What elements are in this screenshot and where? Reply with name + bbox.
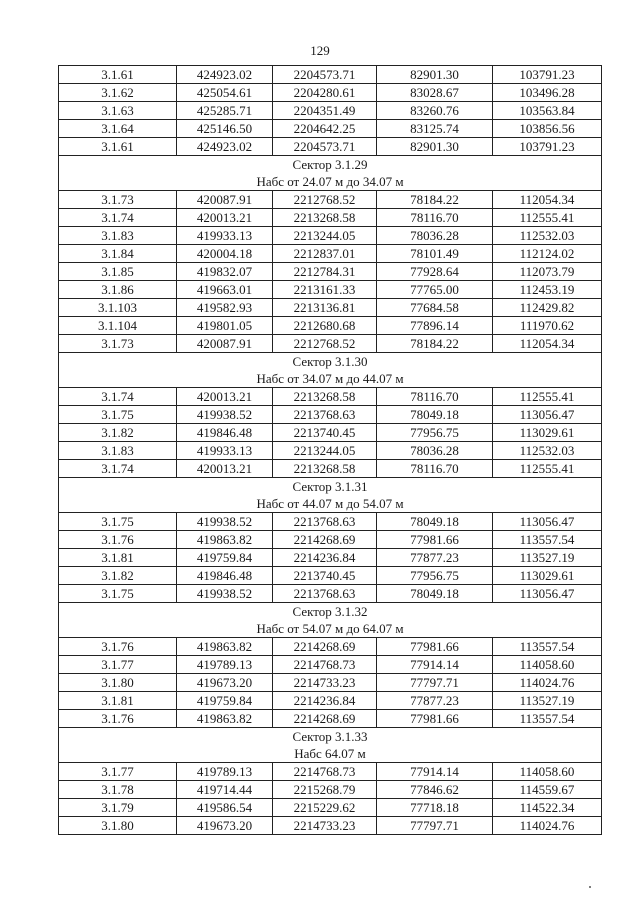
x-coord-cell: 424923.02 xyxy=(177,66,273,84)
point-id-cell: 3.1.73 xyxy=(59,191,177,209)
x-local-cell: 77877.23 xyxy=(377,692,493,710)
point-id-cell: 3.1.76 xyxy=(59,638,177,656)
x-local-cell: 77846.62 xyxy=(377,781,493,799)
table-row xyxy=(59,263,602,281)
x-coord-cell: 419759.84 xyxy=(177,692,273,710)
x-coord-cell: 419801.05 xyxy=(177,317,273,335)
y-coord-cell: 2204351.49 xyxy=(273,102,377,120)
point-id-cell: 3.1.83 xyxy=(59,227,177,245)
point-id-cell: 3.1.77 xyxy=(59,763,177,781)
y-coord-cell: 2213740.45 xyxy=(273,567,377,585)
table-row xyxy=(59,549,602,567)
x-coord-cell: 420004.18 xyxy=(177,245,273,263)
elevation-range: Набс 64.07 м xyxy=(59,745,602,763)
y-local-cell: 103791.23 xyxy=(493,138,602,156)
table-row xyxy=(59,638,602,656)
x-coord-cell: 419789.13 xyxy=(177,656,273,674)
x-local-cell: 83125.74 xyxy=(377,120,493,138)
x-local-cell: 78116.70 xyxy=(377,209,493,227)
sector-header-row xyxy=(59,156,602,174)
table-row xyxy=(59,710,602,728)
y-local-cell: 112555.41 xyxy=(493,209,602,227)
y-coord-cell: 2213740.45 xyxy=(273,424,377,442)
x-coord-cell: 425285.71 xyxy=(177,102,273,120)
table-row xyxy=(59,281,602,299)
point-id-cell: 3.1.76 xyxy=(59,531,177,549)
sector-title: Сектор 3.1.29 xyxy=(59,156,602,174)
x-coord-cell: 419789.13 xyxy=(177,763,273,781)
table-row xyxy=(59,335,602,353)
y-local-cell: 113557.54 xyxy=(493,531,602,549)
elevation-range: Набс от 54.07 м до 64.07 м xyxy=(59,620,602,638)
point-id-cell: 3.1.63 xyxy=(59,102,177,120)
table-row xyxy=(59,656,602,674)
point-id-cell: 3.1.84 xyxy=(59,245,177,263)
elevation-range-row xyxy=(59,620,602,638)
x-coord-cell: 419933.13 xyxy=(177,442,273,460)
point-id-cell: 3.1.64 xyxy=(59,120,177,138)
x-local-cell: 77981.66 xyxy=(377,531,493,549)
point-id-cell: 3.1.104 xyxy=(59,317,177,335)
y-coord-cell: 2213268.58 xyxy=(273,388,377,406)
table-row xyxy=(59,692,602,710)
y-local-cell: 103563.84 xyxy=(493,102,602,120)
point-id-cell: 3.1.103 xyxy=(59,299,177,317)
y-local-cell: 112073.79 xyxy=(493,263,602,281)
sector-title: Сектор 3.1.30 xyxy=(59,353,602,371)
x-coord-cell: 420013.21 xyxy=(177,209,273,227)
y-local-cell: 112555.41 xyxy=(493,388,602,406)
y-coord-cell: 2215268.79 xyxy=(273,781,377,799)
point-id-cell: 3.1.86 xyxy=(59,281,177,299)
x-coord-cell: 419582.93 xyxy=(177,299,273,317)
y-coord-cell: 2212784.31 xyxy=(273,263,377,281)
x-coord-cell: 419663.01 xyxy=(177,281,273,299)
x-local-cell: 77877.23 xyxy=(377,549,493,567)
point-id-cell: 3.1.74 xyxy=(59,460,177,478)
y-local-cell: 114058.60 xyxy=(493,656,602,674)
sector-header-row xyxy=(59,478,602,496)
table-row xyxy=(59,84,602,102)
x-coord-cell: 419832.07 xyxy=(177,263,273,281)
y-local-cell: 114024.76 xyxy=(493,674,602,692)
point-id-cell: 3.1.61 xyxy=(59,138,177,156)
y-coord-cell: 2214236.84 xyxy=(273,549,377,567)
x-coord-cell: 419938.52 xyxy=(177,513,273,531)
x-local-cell: 78049.18 xyxy=(377,585,493,603)
x-local-cell: 77956.75 xyxy=(377,424,493,442)
x-local-cell: 82901.30 xyxy=(377,66,493,84)
elevation-range-row xyxy=(59,173,602,191)
x-coord-cell: 419938.52 xyxy=(177,406,273,424)
y-local-cell: 112532.03 xyxy=(493,442,602,460)
sector-header-row xyxy=(59,603,602,621)
point-id-cell: 3.1.61 xyxy=(59,66,177,84)
elevation-range: Набс от 24.07 м до 34.07 м xyxy=(59,173,602,191)
x-coord-cell: 420013.21 xyxy=(177,388,273,406)
y-coord-cell: 2214768.73 xyxy=(273,656,377,674)
point-id-cell: 3.1.76 xyxy=(59,710,177,728)
x-local-cell: 77896.14 xyxy=(377,317,493,335)
x-local-cell: 77797.71 xyxy=(377,674,493,692)
point-id-cell: 3.1.83 xyxy=(59,442,177,460)
x-local-cell: 83260.76 xyxy=(377,102,493,120)
sector-title: Сектор 3.1.33 xyxy=(59,728,602,746)
point-id-cell: 3.1.81 xyxy=(59,692,177,710)
y-coord-cell: 2204642.25 xyxy=(273,120,377,138)
x-local-cell: 77956.75 xyxy=(377,567,493,585)
y-local-cell: 112124.02 xyxy=(493,245,602,263)
y-local-cell: 114058.60 xyxy=(493,763,602,781)
point-id-cell: 3.1.75 xyxy=(59,406,177,424)
point-id-cell: 3.1.80 xyxy=(59,674,177,692)
table-row xyxy=(59,66,602,84)
y-local-cell: 112532.03 xyxy=(493,227,602,245)
table-row xyxy=(59,424,602,442)
y-local-cell: 114024.76 xyxy=(493,817,602,835)
x-local-cell: 77765.00 xyxy=(377,281,493,299)
table-row xyxy=(59,781,602,799)
y-coord-cell: 2214268.69 xyxy=(273,638,377,656)
table-row xyxy=(59,406,602,424)
y-local-cell: 112453.19 xyxy=(493,281,602,299)
table-row xyxy=(59,817,602,835)
x-local-cell: 77981.66 xyxy=(377,638,493,656)
table-row xyxy=(59,763,602,781)
x-coord-cell: 419673.20 xyxy=(177,674,273,692)
y-coord-cell: 2204280.61 xyxy=(273,84,377,102)
x-local-cell: 78184.22 xyxy=(377,335,493,353)
x-coord-cell: 419673.20 xyxy=(177,817,273,835)
y-coord-cell: 2214236.84 xyxy=(273,692,377,710)
x-coord-cell: 419714.44 xyxy=(177,781,273,799)
point-id-cell: 3.1.85 xyxy=(59,263,177,281)
point-id-cell: 3.1.75 xyxy=(59,585,177,603)
y-local-cell: 113056.47 xyxy=(493,585,602,603)
x-local-cell: 78036.28 xyxy=(377,227,493,245)
table-row xyxy=(59,585,602,603)
table-row xyxy=(59,460,602,478)
y-coord-cell: 2213136.81 xyxy=(273,299,377,317)
sector-title: Сектор 3.1.31 xyxy=(59,478,602,496)
y-coord-cell: 2212837.01 xyxy=(273,245,377,263)
y-coord-cell: 2204573.71 xyxy=(273,138,377,156)
point-id-cell: 3.1.73 xyxy=(59,335,177,353)
y-coord-cell: 2213244.05 xyxy=(273,227,377,245)
y-local-cell: 112054.34 xyxy=(493,335,602,353)
x-coord-cell: 420013.21 xyxy=(177,460,273,478)
sector-header-row xyxy=(59,728,602,746)
point-id-cell: 3.1.82 xyxy=(59,424,177,442)
point-id-cell: 3.1.79 xyxy=(59,799,177,817)
table-row xyxy=(59,513,602,531)
table-row xyxy=(59,567,602,585)
point-id-cell: 3.1.75 xyxy=(59,513,177,531)
elevation-range: Набс от 34.07 м до 44.07 м xyxy=(59,370,602,388)
y-coord-cell: 2215229.62 xyxy=(273,799,377,817)
y-local-cell: 103856.56 xyxy=(493,120,602,138)
table-row xyxy=(59,245,602,263)
y-coord-cell: 2214268.69 xyxy=(273,710,377,728)
table-row xyxy=(59,442,602,460)
y-coord-cell: 2214268.69 xyxy=(273,531,377,549)
table-row xyxy=(59,531,602,549)
x-coord-cell: 419759.84 xyxy=(177,549,273,567)
y-local-cell: 113527.19 xyxy=(493,692,602,710)
point-id-cell: 3.1.78 xyxy=(59,781,177,799)
y-coord-cell: 2214733.23 xyxy=(273,674,377,692)
x-local-cell: 77684.58 xyxy=(377,299,493,317)
y-local-cell: 113029.61 xyxy=(493,567,602,585)
y-local-cell: 113527.19 xyxy=(493,549,602,567)
point-id-cell: 3.1.81 xyxy=(59,549,177,567)
elevation-range-row xyxy=(59,745,602,763)
x-coord-cell: 419586.54 xyxy=(177,799,273,817)
x-local-cell: 77797.71 xyxy=(377,817,493,835)
table-row xyxy=(59,317,602,335)
x-local-cell: 83028.67 xyxy=(377,84,493,102)
y-coord-cell: 2213244.05 xyxy=(273,442,377,460)
y-coord-cell: 2213768.63 xyxy=(273,585,377,603)
y-coord-cell: 2214768.73 xyxy=(273,763,377,781)
x-coord-cell: 419938.52 xyxy=(177,585,273,603)
table-row xyxy=(59,299,602,317)
x-coord-cell: 424923.02 xyxy=(177,138,273,156)
table-row xyxy=(59,191,602,209)
table-row xyxy=(59,674,602,692)
x-coord-cell: 419846.48 xyxy=(177,424,273,442)
y-local-cell: 113029.61 xyxy=(493,424,602,442)
y-local-cell: 114559.67 xyxy=(493,781,602,799)
y-coord-cell: 2213768.63 xyxy=(273,406,377,424)
x-coord-cell: 419846.48 xyxy=(177,567,273,585)
point-id-cell: 3.1.74 xyxy=(59,388,177,406)
sector-title: Сектор 3.1.32 xyxy=(59,603,602,621)
y-coord-cell: 2213768.63 xyxy=(273,513,377,531)
y-coord-cell: 2214733.23 xyxy=(273,817,377,835)
sector-header-row xyxy=(59,353,602,371)
elevation-range: Набс от 44.07 м до 54.07 м xyxy=(59,495,602,513)
x-coord-cell: 419863.82 xyxy=(177,531,273,549)
y-coord-cell: 2213268.58 xyxy=(273,209,377,227)
x-local-cell: 77914.14 xyxy=(377,656,493,674)
x-coord-cell: 425054.61 xyxy=(177,84,273,102)
x-local-cell: 82901.30 xyxy=(377,138,493,156)
y-local-cell: 112054.34 xyxy=(493,191,602,209)
y-coord-cell: 2212768.52 xyxy=(273,335,377,353)
point-id-cell: 3.1.82 xyxy=(59,567,177,585)
y-local-cell: 112555.41 xyxy=(493,460,602,478)
x-local-cell: 77718.18 xyxy=(377,799,493,817)
y-local-cell: 114522.34 xyxy=(493,799,602,817)
point-id-cell: 3.1.74 xyxy=(59,209,177,227)
x-local-cell: 77914.14 xyxy=(377,763,493,781)
y-coord-cell: 2212768.52 xyxy=(273,191,377,209)
table-row xyxy=(59,209,602,227)
table-row xyxy=(59,102,602,120)
x-local-cell: 78036.28 xyxy=(377,442,493,460)
x-local-cell: 78049.18 xyxy=(377,406,493,424)
x-coord-cell: 419863.82 xyxy=(177,638,273,656)
x-local-cell: 77981.66 xyxy=(377,710,493,728)
x-local-cell: 77928.64 xyxy=(377,263,493,281)
table-row xyxy=(59,227,602,245)
y-coord-cell: 2212680.68 xyxy=(273,317,377,335)
y-local-cell: 113557.54 xyxy=(493,710,602,728)
x-local-cell: 78101.49 xyxy=(377,245,493,263)
point-id-cell: 3.1.77 xyxy=(59,656,177,674)
x-coord-cell: 420087.91 xyxy=(177,335,273,353)
elevation-range-row xyxy=(59,370,602,388)
x-local-cell: 78184.22 xyxy=(377,191,493,209)
x-coord-cell: 419863.82 xyxy=(177,710,273,728)
table-row xyxy=(59,120,602,138)
coordinates-table xyxy=(58,65,602,835)
table-row xyxy=(59,388,602,406)
x-coord-cell: 419933.13 xyxy=(177,227,273,245)
y-coord-cell: 2204573.71 xyxy=(273,66,377,84)
y-coord-cell: 2213268.58 xyxy=(273,460,377,478)
page-number: 129 xyxy=(310,43,330,58)
y-local-cell: 112429.82 xyxy=(493,299,602,317)
point-id-cell: 3.1.62 xyxy=(59,84,177,102)
x-local-cell: 78049.18 xyxy=(377,513,493,531)
scan-speck xyxy=(589,886,591,888)
table-row xyxy=(59,138,602,156)
x-local-cell: 78116.70 xyxy=(377,388,493,406)
table-row xyxy=(59,799,602,817)
y-local-cell: 113056.47 xyxy=(493,513,602,531)
y-local-cell: 111970.62 xyxy=(493,317,602,335)
elevation-range-row xyxy=(59,495,602,513)
x-coord-cell: 425146.50 xyxy=(177,120,273,138)
x-coord-cell: 420087.91 xyxy=(177,191,273,209)
y-local-cell: 103496.28 xyxy=(493,84,602,102)
point-id-cell: 3.1.80 xyxy=(59,817,177,835)
y-coord-cell: 2213161.33 xyxy=(273,281,377,299)
y-local-cell: 113557.54 xyxy=(493,638,602,656)
x-local-cell: 78116.70 xyxy=(377,460,493,478)
y-local-cell: 103791.23 xyxy=(493,66,602,84)
y-local-cell: 113056.47 xyxy=(493,406,602,424)
